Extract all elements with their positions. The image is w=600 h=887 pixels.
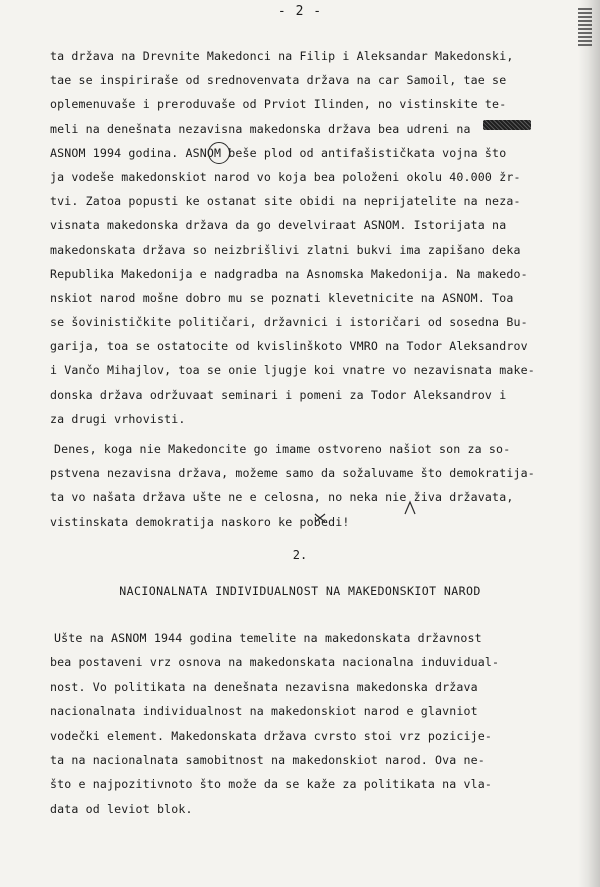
handwritten-circle-mark	[208, 142, 230, 164]
text-line: i Vančo Mihajlov, toa se onie ljugje koi vnatre vo nezavisnata make-	[50, 363, 535, 378]
text-line: što e najpozitivnoto što može da se kaže za politikata na vla-	[50, 777, 493, 792]
strikeout-redaction-mark	[483, 120, 531, 130]
text-line: ta država na Drevnite Makedonci na Filip i Aleksandar Makedonski,	[50, 49, 514, 63]
text-line: ja vodeše makedonskiot narod vo koja bea položeni okolu 40.000 žr-	[50, 169, 521, 184]
paragraph-2	[50, 437, 570, 534]
text-line: oplemenuvaše i preroduvaše od Prviot Ilinden, no vistinskite te-	[50, 97, 507, 112]
text-line: za drugi vrhovisti.	[50, 411, 186, 426]
page-number: - 2 -	[277, 4, 323, 19]
handwritten-correction-mark	[403, 500, 417, 516]
text-line: visnata makedonska država da go develviraat ASNOM. Istorijata na	[50, 218, 507, 233]
section-title: NACIONALNATA INDIVIDUALNOST NA MAKEDONSKIOT NAROD	[119, 584, 481, 598]
text-line: tae se inspiriraše od srednovenvata država na car Samoil, tae se	[50, 73, 507, 88]
section-number: 2.	[292, 548, 308, 562]
text-line: nskiot narod mošne dobro mu se poznati klevetnicite na ASNOM. Toa	[50, 290, 514, 305]
text-line: nacionalnata individualnost na makedonskiot narod e glavniot	[50, 704, 478, 719]
text-line: meli na denešnata nezavisna makedonska država bea udreni na	[50, 121, 471, 136]
text-line: vodečki element. Makedonskata država cvrsto stoi vrz pozicije-	[50, 728, 493, 743]
text-line: garija, toa se ostatocite od kvislinškoto VMRO na Todor Aleksandrov	[50, 339, 528, 354]
text-line: ta vo našata država ušte ne e celosna, no neka nie živa državata,	[50, 490, 514, 505]
text-line: data od leviot blok.	[50, 801, 193, 816]
text-line: makedonskata država so neizbrišlivi zlatni bukvi ima zapišano deka	[50, 242, 521, 257]
text-line: Ušte na ASNOM 1944 godina temelite na makedonskata državnost	[54, 631, 482, 645]
paragraph-1	[50, 44, 570, 431]
scan-corner-mark	[578, 6, 592, 46]
text-line: pstvena nezavisna država, možeme samo da sožaluvame što demokratija-	[50, 466, 535, 481]
paragraph-3	[50, 626, 570, 821]
text-line: ASNOM 1994 godina. ASNOM beše plod od antifašističkata vojna što	[50, 145, 507, 160]
body-text-top	[50, 44, 570, 534]
text-line: Republika Makedonija e nadgradba na Asnomska Makedonija. Na makedo-	[50, 266, 528, 281]
text-line: ta na nacionalnata samobitnost na makedonskiot narod. Ova ne-	[50, 752, 485, 767]
text-line: nost. Vo politikata na denešnata nezavisna makedonska država	[50, 679, 478, 694]
text-line: Denes, koga nie Makedoncite go imame ostvoreno našiot son za so-	[54, 442, 511, 456]
text-line: se šovinističkite političari, državnici i istoričari od sosedna Bu-	[50, 315, 528, 330]
body-text-bottom	[50, 626, 570, 821]
text-line: tvi. Zatoa popusti ke ostanat site obidi na neprijatelite na neza-	[50, 194, 521, 209]
text-line: bea postaveni vrz osnova na makedonskata nacionalna induvidual-	[50, 655, 500, 670]
text-line: vistinskata demokratija naskoro ke pobedi!	[50, 514, 350, 529]
handwritten-correction-mark	[313, 510, 327, 526]
text-line: donska država održuvaat seminari i pomeni za Todor Aleksandrov i	[50, 387, 507, 402]
page-edge-shadow	[578, 0, 600, 887]
